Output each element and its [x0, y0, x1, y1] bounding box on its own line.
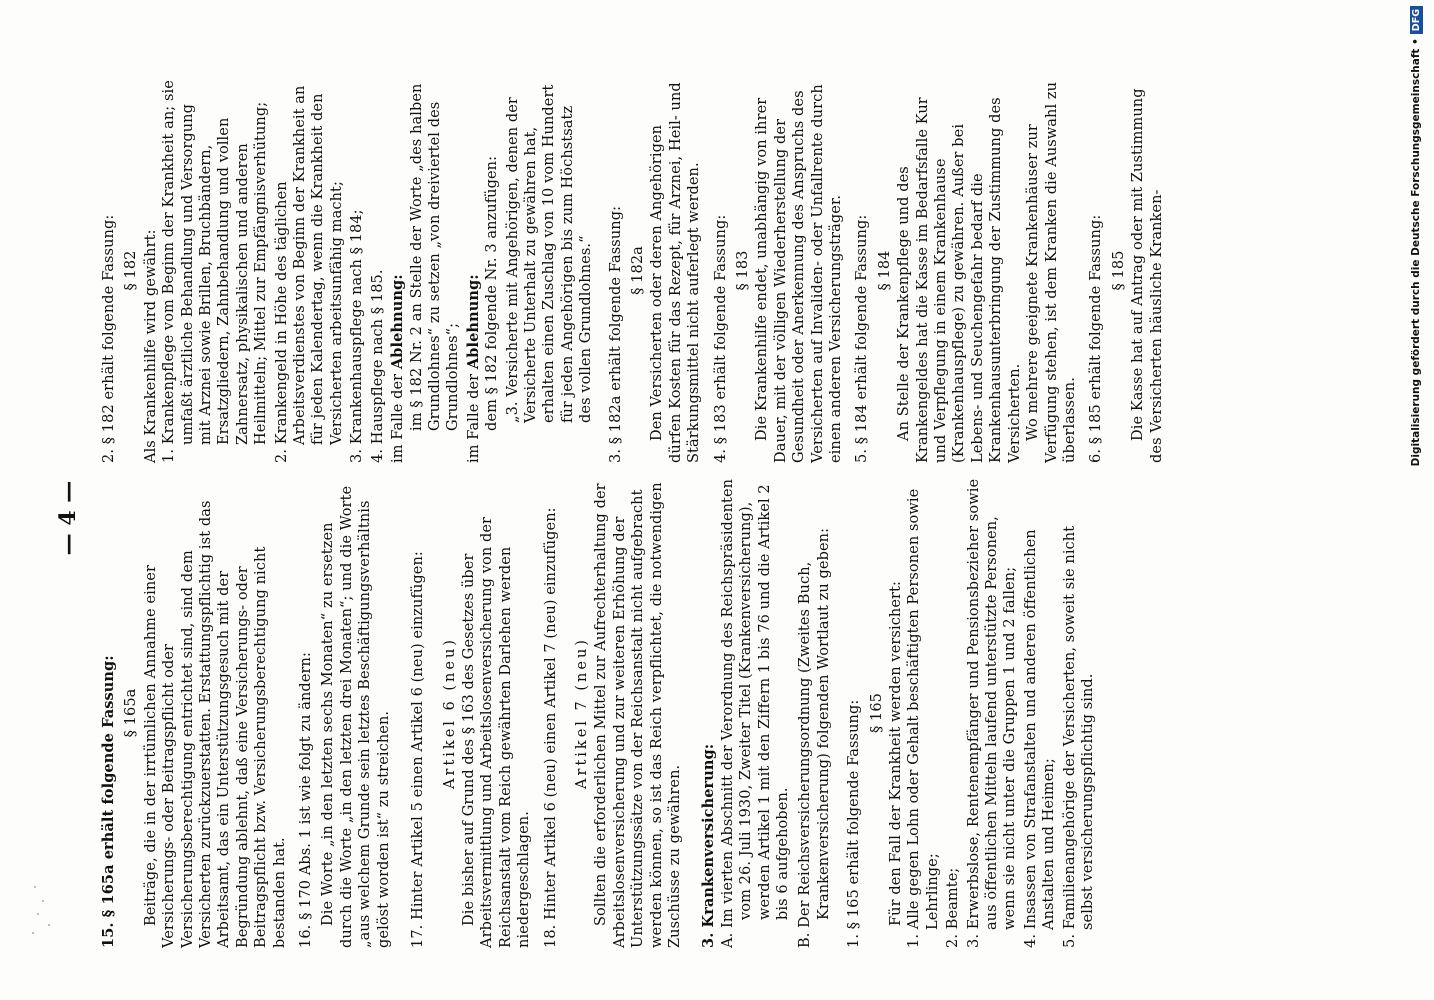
- item-1-intro: Für den Fall der Krankheit werden versichert:: [888, 581, 905, 926]
- section-183: § 183: [735, 250, 751, 291]
- section-182: § 182: [123, 250, 140, 291]
- item-1-head: 1. § 165 erhält folgende Fassung:: [846, 699, 863, 948]
- item-17-text: Die bisher auf Grund des § 163 des Gesetzes über Arbeitsvermittlung und Arbeitslosenversicherung von der Reichsanstalt vom Reich gewährten Darlehen werden niedergeschlagen.: [460, 516, 533, 948]
- digitization-credit: [1405, 6, 1431, 467]
- list-item: 4. Hauspflege nach § 185.: [369, 269, 386, 463]
- item-2-head: 2. § 182 erhält folgende Fassung:: [101, 214, 117, 463]
- item-5-head: 5. § 184 erhält folgende Fassung:: [854, 214, 871, 463]
- list-item: 2. Krankengeld in Höhe des täglichen Arbeitsverdienstes von Beginn der Krankheit an für jeden Kalendertag, wenn die Krankheit den Versicherten arbeitsunfähig macht;: [273, 85, 345, 463]
- item-4-head: 4. § 183 erhält folgende Fassung:: [712, 214, 729, 463]
- list-item: 3. Krankenhauspflege nach § 184;: [349, 209, 366, 463]
- item-16-head: 16. § 170 Abs. 1 ist wie folgt zu ändern:: [298, 652, 315, 948]
- right-column: [100, 78, 1166, 463]
- section-184: § 184: [876, 250, 893, 291]
- page-number: — 4 —: [55, 480, 81, 556]
- item-17-head: 17. Hinter Artikel 5 einen Artikel 6 (neu) einzufügen:: [410, 551, 427, 948]
- item-5-text-2: Wo mehrere geeignete Krankenhäuser zur Verfügung stehen, ist dem Kranken die Auswahl zu überlassen.: [1025, 81, 1078, 463]
- item-2-intro: Als Krankenhilfe wird gewährt:: [142, 229, 159, 463]
- list-item: 2. Beamte;: [945, 867, 962, 948]
- ablehnung-2-lead: im Falle der Ablehnung:: [464, 274, 482, 463]
- section-185: § 185: [1110, 250, 1127, 291]
- list-item: 1. Krankenpflege vom Beginn der Krankheit an; sie umfaßt ärztliche Behandlung und Versorgung mit Arznei sowie Brillen, Bruchbändern, Ersatzgliedern, Zahnbehandlung und vollen Zahnersatz, physikalischen und anderen Heilmitteln; Mittel zur Empfängnisverhütung;: [161, 80, 270, 463]
- list-item: 4. Insassen von Strafanstalten und anderen öffentlichen Anstalten und Heimen;: [1022, 529, 1058, 948]
- item-15-text: Beiträge, die in der irrtümlichen Annahme einer Versicherungs- oder Beitragspflicht oder Versicherungsberechtigung entrichtet sind, sind dem Versicherten zurückzuerstatten. Erstattungspflichtig ist das Arbeitsamt, das ein Unterstützungsgesuch mit der Begründung ablehnt, daß eine Versicherungs- oder Beitragspflicht bzw. Versicherungsberechtigung nicht bestanden hat.: [142, 500, 288, 948]
- list-item: 5. Familienangehörige der Versicherten, soweit sie nicht selbst versicherungspflichtig sind.: [1061, 525, 1097, 948]
- item-16-text: Die Worte „in den letzten sechs Monaten“ zu ersetzen durch die Worte „in den letzten drei Monaten“; und die Worte „aus welchem Grunde sein letztes Beschäftigungsverhältnis gelöst worden ist“ zu streichen.: [320, 485, 392, 948]
- document-page: [55, 68, 1355, 968]
- artikel-7-title: Artikel 7 (neu): [573, 637, 590, 789]
- section-165a: § 165a: [123, 688, 140, 738]
- item-18-text: Sollten die erforderlichen Mittel zur Aufrechterhaltung der Arbeitslosenversicherung und zur weiteren Erhöhung der Unterstützungssätze von der Reichsanstalt nicht aufgebracht werden können, so ist das Reich verpflichtet, die notwendigen Zuschüsse zu gewähren.: [593, 482, 683, 948]
- ablehnung-2-quote: „3. Versicherte mit Angehörigen, denen der Versicherte Unterhalt zu gewähren hat, erhalten einen Zuschlag von 10 vom Hundert für jeden Angehörigen bis zum Höchstsatz des vollen Grundlohnes.“: [504, 84, 595, 423]
- ablehnung-1-text: im § 182 Nr. 2 an Stelle der Worte „des halben Grundlohnes“ zu setzen „von dreiviertel des Grundlohnes“;: [408, 83, 462, 431]
- item-6-head: 6. § 185 erhält folgende Fassung:: [1088, 214, 1105, 463]
- heading-krankenversicherung: 3. Krankenversicherung:: [700, 743, 718, 948]
- section-182a: § 182a: [629, 246, 646, 295]
- list-item: 3. Erwerbslose, Rentenempfänger und Pensionsbezieher sowie aus öffentlichen Mitteln laufend unterstützte Personen, wenn sie nicht unter die Gruppen 1 und 2 fallen;: [965, 478, 1019, 948]
- section-165: § 165: [868, 692, 885, 734]
- item-5-text: An Stelle der Krankenpflege und des Krankengeldes hat die Kasse im Bedarfsfalle Kur und Verpflegung in einem Krankenhause (Krankenhauspflege) zu gewähren. Außer bei Lebens- und Seuchengefahr bedarf die Krankenhausunterbringung der Zustimmung des Versicherten.: [896, 97, 1023, 463]
- left-column: [100, 478, 1100, 948]
- item-3-text: Den Versicherten oder deren Angehörigen dürfen Kosten für das Rezept, für Arznei, Heil- und Stärkungsmittel nicht auferlegt werden.: [649, 82, 703, 463]
- list-item: 1. Alle gegen Lohn oder Gehalt beschäftigten Personen sowie Lehrlinge;: [906, 488, 941, 948]
- item-3-head: 3. § 182a erhält folgende Fassung:: [607, 205, 624, 463]
- item-6-text: Die Kasse hat auf Antrag oder mit Zustimmung des Versicherten häusliche Kranken-: [1130, 88, 1165, 463]
- credit-text: Digitalisierung gefördert durch die Deutsche Forschungsgemeinschaft •: [1410, 38, 1422, 467]
- item-4-text: Die Krankenhilfe endet, unabhängig von ihrer Dauer, mit der völligen Wiederherstellung der Gesundheit oder Anerkennung des Anspruchs des Versicherten auf Invaliden- oder Unfallrente durch einen anderen Versicherungsträger.: [754, 84, 845, 463]
- item-18-head: 18. Hinter Artikel 6 (neu) einen Artikel 7 (neu) einzufügen:: [542, 507, 559, 948]
- ablehnung-1-lead: im Falle der Ablehnung:: [389, 274, 407, 463]
- section-B: B. Der Reichsversicherungsordnung (Zweites Buch, Krankenversicherung) folgenden Wortlaut zu geben:: [797, 527, 832, 948]
- section-A: A. Im vierten Abschnitt der Verordnung des Reichspräsidenten vom 26. Juli 1930, Zweiter Titel (Krankenversicherung), werden Artikel 1 mit den Ziffern 1 bis 76 und die Artikel 2 bis 6 aufgehoben.: [719, 478, 791, 948]
- artikel-6-title: Artikel 6 (neu): [441, 637, 458, 789]
- item-15-head: 15. § 165a erhält folgende Fassung:: [100, 655, 117, 948]
- dfg-logo-icon: DFG: [1410, 6, 1423, 34]
- ablehnung-2-text: dem § 182 folgende Nr. 3 anzufügen:: [484, 155, 501, 431]
